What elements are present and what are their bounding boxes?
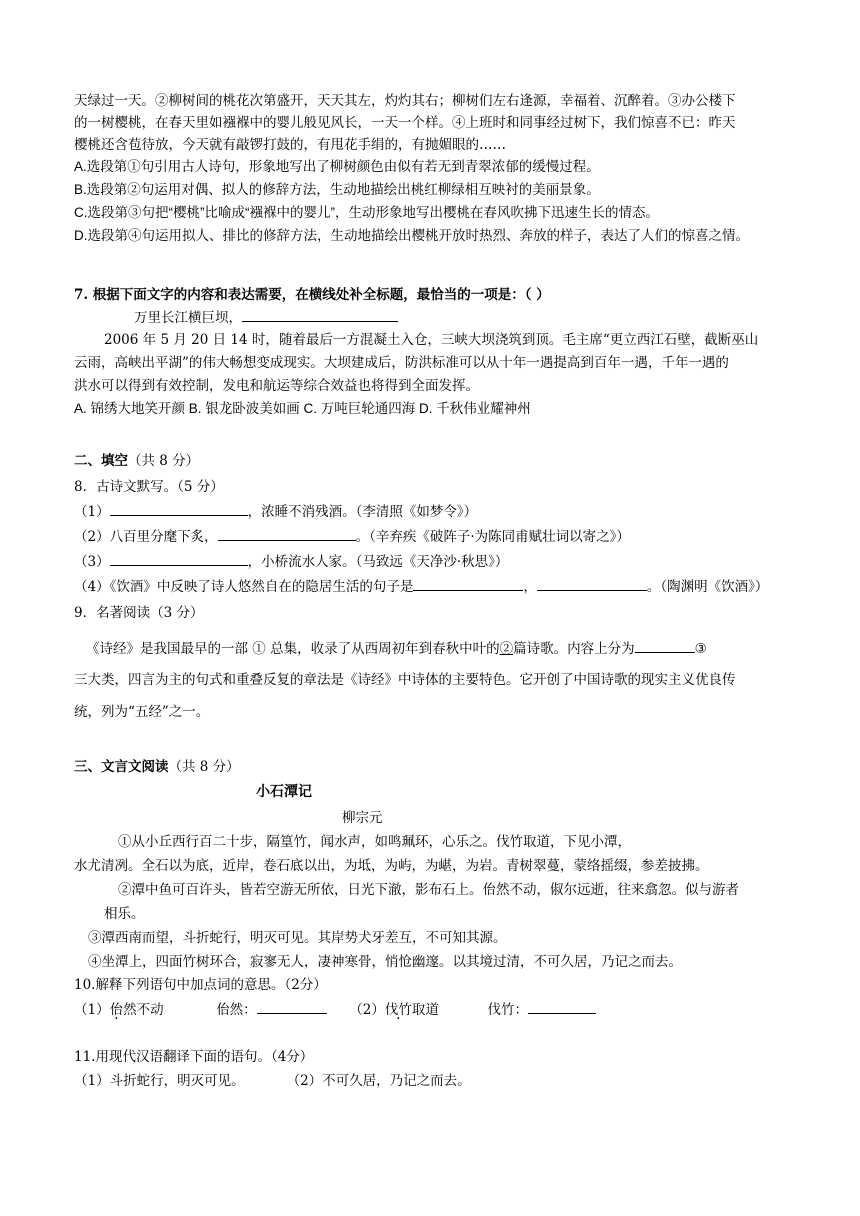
q10-1-blank[interactable] <box>257 999 327 1014</box>
q8-item-2 <box>74 526 630 547</box>
q6-text-line-2: 的一树樱桃，在春天里如襁褓中的婴儿般见风长，一天一个样。④上班时和同事经过树下，我们惊喜不已：昨天 <box>74 115 736 131</box>
q7-passage-line-3: 洪水可以得到有效控制，发电和航运等综合效益也将得到全面发挥。 <box>74 378 479 394</box>
q9-marker-3: ③ <box>694 641 707 657</box>
q8-4-blank-1[interactable] <box>413 576 523 591</box>
q9-line-3: 统，列为“五经”之一。 <box>74 704 210 720</box>
q8-item-3 <box>74 551 508 572</box>
q9-blank-2: ② <box>499 641 514 657</box>
q8-stem: 8．古诗文默写。（5 分） <box>74 479 224 495</box>
q8-1-blank[interactable] <box>110 501 248 516</box>
q8-3-suffix: ，小桥流水人家。（马致远《天净沙·秋思》） <box>247 554 509 570</box>
q10-items <box>74 999 596 1020</box>
q7-passage-line-1: 2006 年 5 月 20 日 14 时，随着最后一方混凝土入仓，三峡大坝浇筑到顶。毛主席“更立西江石壁，截断巫山 <box>104 332 759 348</box>
q10-stem: 10.解释下列语句中加点词的意思。（2分） <box>74 977 327 993</box>
q9-text-c: 篇诗歌。内容上分为 <box>513 641 635 657</box>
q7-passage-line-2: 云雨，高峡出平湖”的伟大畅想变成现实。大坝建成后，防洪标准可以从十年一遇提高到百年一遇，千年一遇的 <box>74 355 729 371</box>
q6-option-d: D.选段第④句运用拟人、排比的修辞方法，生动地描绘出樱桃开放时热烈、奔放的样子，表达了人们的惊喜之情。 <box>74 228 749 243</box>
q8-2-prefix: （2）八百里分麾下炙， <box>74 529 218 545</box>
q8-1-prefix: （1） <box>74 504 110 520</box>
q8-4-comma: ， <box>523 579 537 595</box>
section3-heading <box>74 757 240 777</box>
q8-4-blank-2[interactable] <box>537 576 647 591</box>
q11-item-1: （1）斗折蛇行，明灭可见。 <box>74 1073 245 1089</box>
q10-2-blank[interactable] <box>528 999 596 1014</box>
q6-option-c: C.选段第③句把“樱桃”比喻成“襁褓中的婴儿”，生动形象地写出樱桃在春风吹拂下迅速生长的情态。 <box>74 205 659 220</box>
section3-title: 三、文言文阅读 <box>74 759 169 775</box>
q10-2-dotted-word: 伐竹 <box>384 1002 412 1018</box>
q11-item-2: （2）不可久居，乃记之而去。 <box>286 1073 471 1089</box>
q8-2-suffix: 。（辛弃疾《破阵子·为陈同甫赋壮词以寄之》） <box>355 529 630 545</box>
q8-item-1 <box>74 501 477 522</box>
q10-2-prefix: （2） <box>349 1002 385 1018</box>
q8-1-suffix: ，浓睡不消残酒。（李清照《如梦令》） <box>247 504 478 520</box>
q10-1-label: 佁然： <box>216 1002 257 1018</box>
paragraph-1b: 水尤清冽。全石以为底，近岸，卷石底以出，为坻，为屿，为嵁，为岩。青树翠蔓，蒙络摇缀，参差披拂。 <box>74 858 709 874</box>
q8-3-prefix: （3） <box>74 554 110 570</box>
q7-title-prefix: 万里长江横巨坝， <box>134 310 242 326</box>
section2-score: （共 8 分） <box>128 453 200 469</box>
q8-4-prefix: （4）《饮酒》中反映了诗人悠然自在的隐居生活的句子是 <box>74 579 414 595</box>
q10-2-rest: 取道 <box>411 1002 439 1018</box>
q10-1-rest: 然不动 <box>123 1002 164 1018</box>
section3-score: （共 8 分） <box>168 759 240 775</box>
q11-stem: 11.用现代汉语翻译下面的语句。（4分） <box>74 1049 314 1065</box>
paragraph-2a: ②潭中鱼可百许头，皆若空游无所依，日光下澈，影布石上。佁然不动，俶尔远逝，往来翕忽。似与游者 <box>118 882 739 898</box>
q10-1-prefix: （1） <box>74 1002 110 1018</box>
q7-title-blank[interactable] <box>242 307 398 322</box>
section2-heading <box>74 451 199 471</box>
q6-text-line-1: 天绿过一天。②柳树间的桃花次第盛开，天天其左，灼灼其右；柳树们左右逢源，幸福着、沉醉着。③办公楼下 <box>74 93 736 109</box>
text-author: 柳宗元 <box>342 810 383 826</box>
q10-2-label: 伐竹： <box>487 1002 528 1018</box>
q8-item-4 <box>74 576 768 597</box>
q9-stem: 9．名著阅读（3 分） <box>74 605 204 621</box>
paragraph-2b: 相乐。 <box>104 906 145 922</box>
paragraph-4: ④坐潭上，四面竹树环合，寂寥无人，凄神寒骨，悄怆幽邃。以其境过清，不可久居，乃记之而去。 <box>88 954 682 970</box>
q9-blank-3[interactable] <box>635 638 695 653</box>
q6-text-line-3: 樱桃还含苞待放，今天就有敲锣打鼓的，有甩花手绢的，有抛媚眼的…… <box>74 137 506 153</box>
q6-option-a: A.选段第①句引用古人诗句，形象地写出了柳树颜色由似有若无到青翠浓郁的缓慢过程。 <box>74 159 600 174</box>
paragraph-3: ③潭西南而望，斗折蛇行，明灭可见。其岸势犬牙差互，不可知其源。 <box>88 930 507 946</box>
q7-stem: 7. 根据下面文字的内容和表达需要，在横线处补全标题，最恰当的一项是：（ ） <box>74 287 550 303</box>
paragraph-1a: ①从小丘西行百二十步，隔篁竹，闻水声，如鸣珮环，心乐之。伐竹取道，下见小潭， <box>118 834 631 850</box>
q11-items <box>74 1071 471 1091</box>
q10-1-dotted-word: 佁 <box>109 1002 124 1018</box>
q9-text-a: 《诗经》是我国最早的一部 ① 总集，收录了从西周初年到春秋中叶的 <box>86 641 500 657</box>
q8-3-blank[interactable] <box>110 551 248 566</box>
q9-line-1 <box>86 638 707 659</box>
text-title: 小石潭记 <box>256 784 312 800</box>
q7-options: A. 锦绣大地笑开颜 B. 银龙卧波美如画 C. 万吨巨轮通四海 D. 千秋伟业耀神州 <box>74 401 531 416</box>
q9-line-2: 三大类，四言为主的句式和重叠反复的章法是《诗经》中诗体的主要特色。它开创了中国诗歌的现实主义优良传 <box>74 672 736 688</box>
q6-option-b: B.选段第②句运用对偶、拟人的修辞方法，生动地描绘出桃红柳绿相互映衬的美丽景象。 <box>74 182 600 197</box>
section2-title: 二、填空 <box>74 453 128 469</box>
q8-4-suffix: 。（陶渊明《饮酒》） <box>646 579 769 595</box>
q8-2-blank[interactable] <box>218 526 356 541</box>
q7-title-line <box>134 307 398 328</box>
